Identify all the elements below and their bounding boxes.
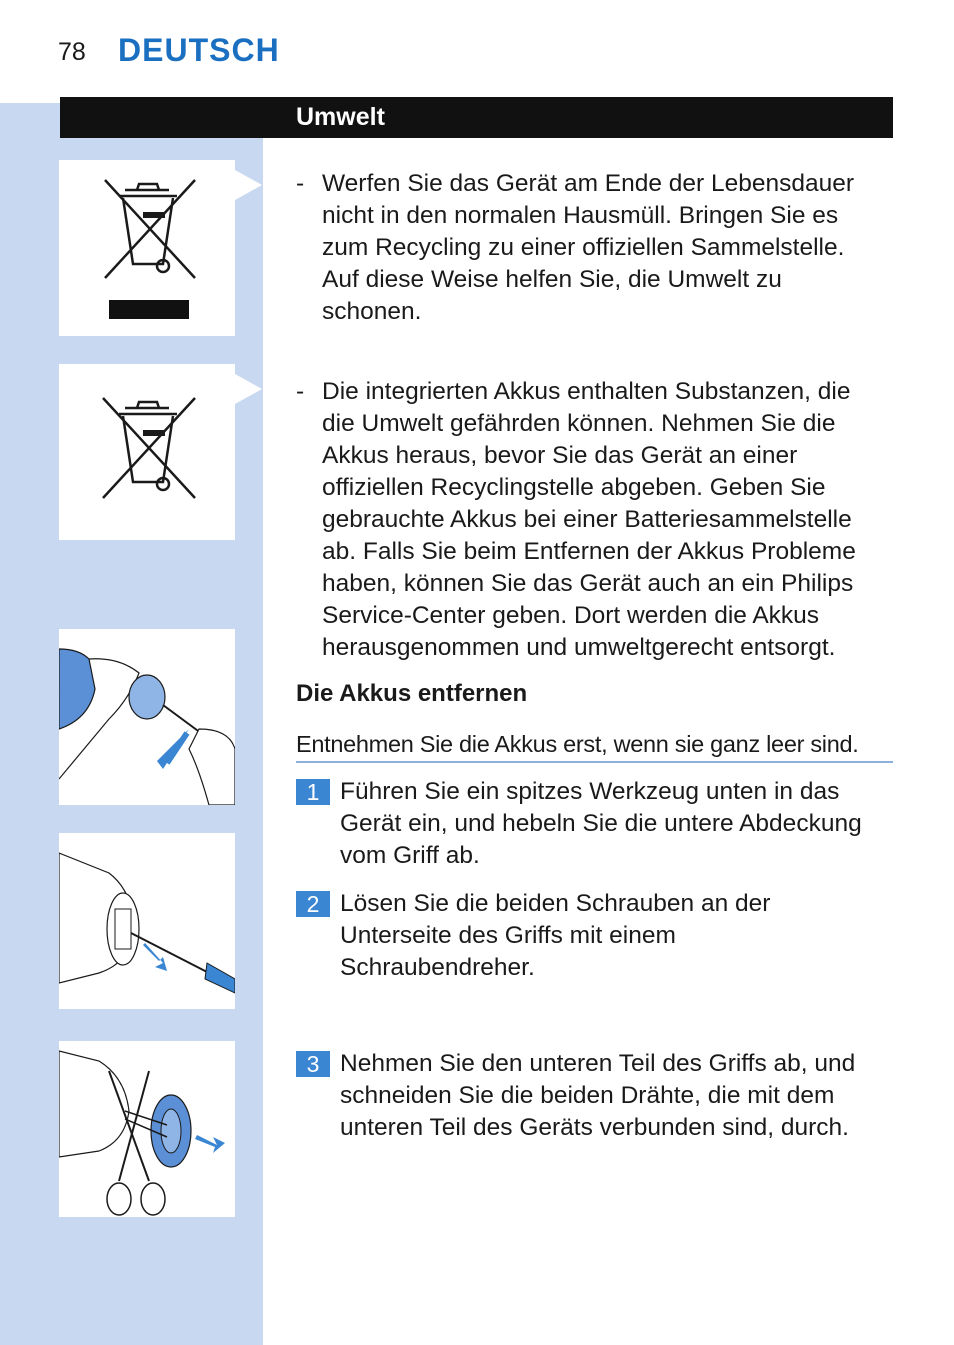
- hand-tool-illustration: [59, 629, 235, 805]
- battery-notice: Entnehmen Sie die Akkus erst, wenn sie ganz leer sind.: [296, 729, 893, 763]
- screwdriver-illustration: [59, 833, 235, 1009]
- bullet-marker: -: [296, 170, 305, 197]
- environment-item-text: Werfen Sie das Gerät am Ende der Lebensdauer nicht in den normalen Hausmüll. Bringen Sie es zum Recycling zu einer offiziellen Sammelstelle. Auf diese Weise helfen Sie, die Umwelt zu schonen.: [322, 170, 855, 325]
- unscrew-figure: [59, 833, 235, 1009]
- figure-pointer: [235, 170, 262, 200]
- step-number-badge: 2: [296, 891, 330, 917]
- step-number-badge: 3: [296, 1051, 330, 1077]
- environment-item-text: Die integrierten Akkus enthalten Substanzen, die die Umwelt gefährden können. Nehmen Sie die Akkus heraus, bevor Sie das Gerät an einer offiziellen Recyclingstelle abgeben. Geben Sie gebrauchte Akkus bei einer Batteriesammelstelle ab. Falls Sie beim Entfernen der Akkus Probleme haben, können Sie das Gerät auch an ein Philips Service-Center geben. Dort werden die Akkus herausgenommen und umweltgerecht entsorgt.: [322, 378, 856, 661]
- crossed-bin-icon: [59, 160, 235, 336]
- step-text: Nehmen Sie den unteren Teil des Griffs ab, und schneiden Sie die beiden Drähte, die mit dem unteren Teil des Geräts verbunden sind, durch.: [340, 1050, 856, 1141]
- environment-item-1: [296, 168, 886, 328]
- figure-pointer: [235, 374, 262, 404]
- section-header-bar: [60, 97, 893, 138]
- pry-cover-figure: [59, 629, 235, 805]
- battery-removal-heading: Die Akkus entfernen: [296, 680, 528, 707]
- page-number: 78: [58, 38, 86, 66]
- step-number-badge: 1: [296, 779, 330, 805]
- environment-item-2: [296, 376, 886, 664]
- language-title: DEUTSCH: [118, 32, 280, 68]
- weee-bin-with-bar-figure: [59, 160, 235, 336]
- scissors-illustration: [59, 1041, 235, 1217]
- section-title: Umwelt: [296, 103, 385, 131]
- weee-bin-figure: [59, 364, 235, 540]
- step-text: Lösen Sie die beiden Schrauben an der Unterseite des Griffs mit einem Schraubendreher.: [340, 890, 771, 981]
- cut-wires-figure: [59, 1041, 235, 1217]
- step-text: Führen Sie ein spitzes Werkzeug unten in das Gerät ein, und hebeln Sie die untere Abdeckung vom Griff ab.: [340, 778, 862, 869]
- bullet-marker: -: [296, 378, 305, 405]
- crossed-bin-icon: [59, 364, 235, 540]
